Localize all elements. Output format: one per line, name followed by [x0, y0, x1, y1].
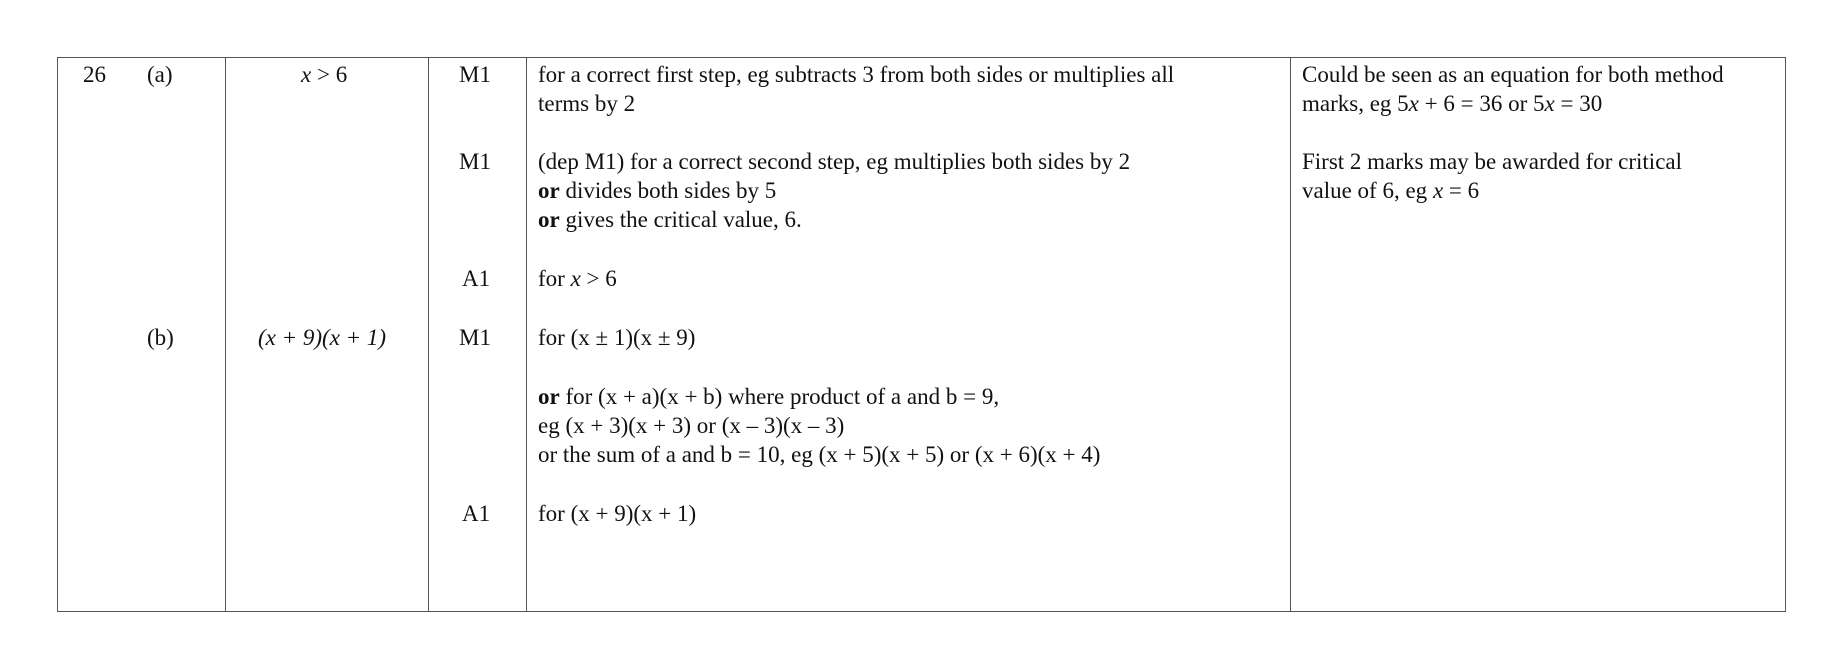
part-b-m1-guidance: for (x ± 1)(x ± 9): [538, 325, 696, 350]
part-a-m1-guidance-line1: for a correct first step, eg subtracts 3 from both sides or multiplies all: [538, 62, 1175, 87]
part-b-or-guidance-line3: or the sum of a and b = 10, eg (x + 5)(x + 5) or (x + 6)(x + 4): [538, 442, 1101, 467]
part-a-note2-line2: value of 6, eg x = 6: [1302, 178, 1480, 203]
part-a-note1-line1: Could be seen as an equation for both method: [1302, 62, 1724, 87]
part-a-answer: x > 6: [301, 62, 348, 87]
part-a-note2-line1: First 2 marks may be awarded for critical: [1302, 149, 1683, 174]
part-a-m1-guidance-line2: terms by 2: [538, 91, 636, 116]
part-a-m2-guidance-line1: (dep M1) for a correct second step, eg multiplies both sides by 2: [538, 149, 1131, 174]
part-a-note1-line2: marks, eg 5x + 6 = 36 or 5x = 30: [1302, 91, 1603, 116]
part-b-or-guidance-line1: or for (x + a)(x + b) where product of a and b = 9,: [538, 384, 1000, 409]
part-a-mark-m1: M1: [459, 62, 491, 87]
part-b-or-guidance-line2: eg (x + 3)(x + 3) or (x – 3)(x – 3): [538, 413, 845, 438]
part-a-m2-guidance-line2: or divides both sides by 5: [538, 178, 777, 203]
part-b-label: (b): [147, 325, 174, 350]
question-number: 26: [83, 62, 106, 87]
part-a-a1-guidance: for x > 6: [538, 266, 617, 291]
column-divider: [1290, 58, 1291, 611]
column-divider: [526, 58, 527, 611]
part-b-answer: (x + 9)(x + 1): [258, 325, 387, 350]
part-b-mark-a1: A1: [462, 501, 491, 526]
part-a-label: (a): [147, 62, 173, 87]
part-a-mark-a1: A1: [462, 266, 491, 291]
part-b-a1-guidance: for (x + 9)(x + 1): [538, 501, 697, 526]
part-a-mark-m1-dep: M1: [459, 149, 491, 174]
column-divider: [225, 58, 226, 611]
column-divider: [428, 58, 429, 611]
part-a-m2-guidance-line3: or gives the critical value, 6.: [538, 207, 802, 232]
part-b-mark-m1: M1: [459, 325, 491, 350]
